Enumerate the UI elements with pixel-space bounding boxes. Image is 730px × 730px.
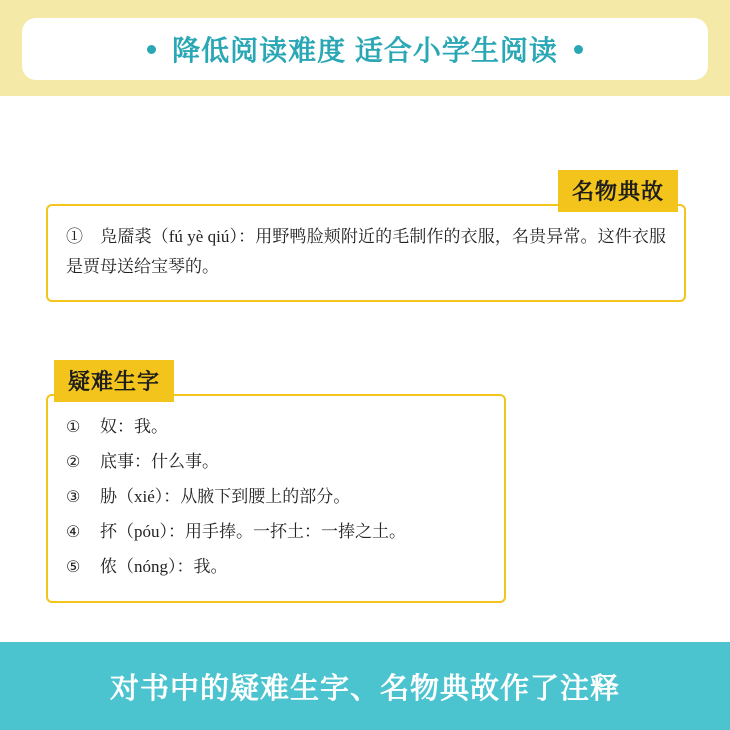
section-allusions-label: 名物典故: [558, 170, 678, 212]
list-item: [66, 480, 486, 515]
difficult-character-list: [66, 410, 486, 585]
list-item-text: 奴：我。: [100, 417, 168, 436]
dot-icon-left: [147, 45, 156, 54]
section-difficult-characters: [46, 360, 506, 603]
section-allusions: [46, 170, 686, 302]
section-difficult-characters-label-row: [46, 360, 506, 398]
section-difficult-characters-box: [46, 394, 506, 603]
list-item-number: ①: [66, 419, 81, 436]
list-item: [66, 515, 486, 550]
list-item: [66, 445, 486, 480]
allusion-note-text: ① 凫靥裘（fú yè qiú）：用野鸭脸颊附近的毛制作的衣服，名贵异常。这件衣服是贾母送给宝琴的。: [66, 227, 666, 276]
list-item-number: ②: [66, 454, 81, 471]
bottom-banner-text: 对书中的疑难生字、名物典故作了注释: [109, 672, 620, 705]
list-item-number: ③: [66, 489, 81, 506]
section-allusions-label-row: [46, 170, 686, 208]
list-item-number: ④: [66, 524, 81, 541]
section-allusions-box: [46, 204, 686, 302]
list-item: [66, 550, 486, 585]
list-item: [66, 410, 486, 445]
top-banner-title: 降低阅读难度 适合小学生阅读: [172, 35, 558, 66]
bottom-banner: [0, 642, 730, 730]
section-difficult-characters-label: 疑难生字: [54, 360, 174, 402]
top-banner-content: [147, 29, 583, 69]
list-item-text: 底事：什么事。: [100, 452, 219, 471]
dot-icon-right: [574, 45, 583, 54]
top-banner-pill: [22, 18, 708, 80]
top-banner: [0, 0, 730, 96]
list-item-text: 侬（nóng）：我。: [100, 557, 228, 576]
list-item-text: 抔（póu）：用手捧。一抔土：一捧之土。: [100, 522, 406, 541]
list-item-number: ⑤: [66, 559, 81, 576]
list-item-text: 胁（xié）：从腋下到腰上的部分。: [100, 487, 351, 506]
